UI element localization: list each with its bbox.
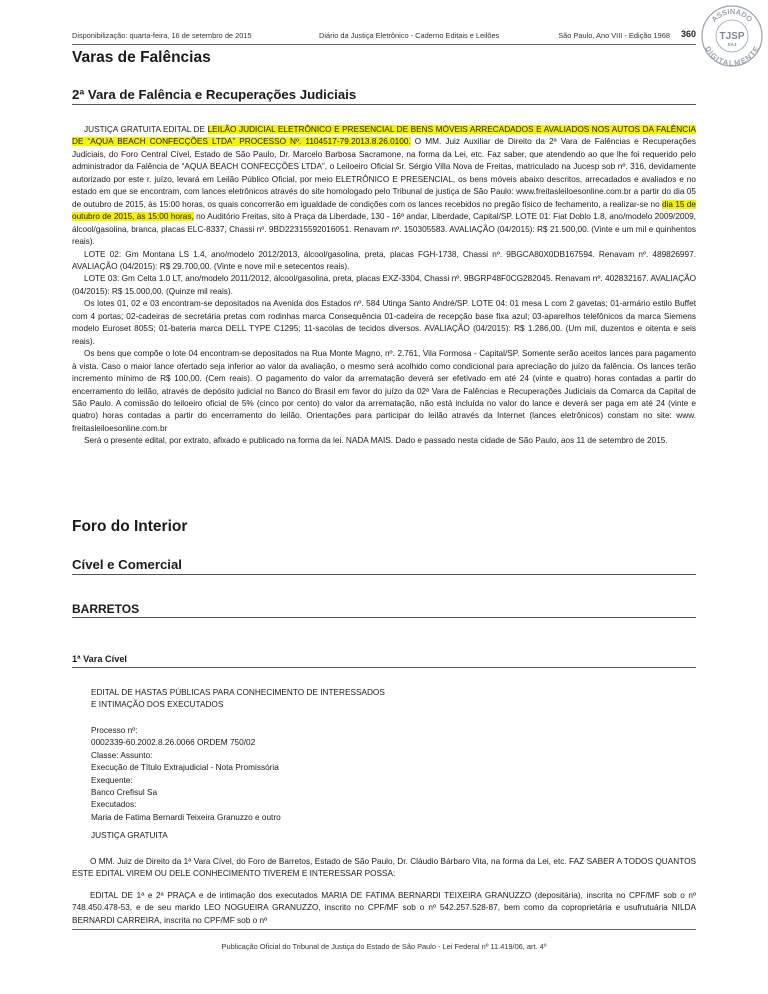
header-edition: São Paulo, Ano VIII - Edição 1968 — [558, 31, 670, 40]
page-number: 360 — [680, 29, 696, 39]
edital-heading-line: E INTIMAÇÃO DOS EXECUTADOS — [91, 700, 224, 710]
edital-heading-block — [91, 687, 691, 712]
header-rule — [72, 44, 696, 45]
subsection-rule — [72, 574, 696, 575]
process-info-line: 0002339-60.2002.8.26.0066 ORDEM 750/02 — [91, 738, 256, 748]
edital-paragraph: EDITAL DE 1ª e 2ª PRAÇA e de intimação dos executados MARIA DE FATIMA BERNARDI TEIXEIRA GRANUZZO (depositária), inscrita no CPF/MF sob o nº 748.450.478-53, e de seu marido LEO NOGUEIRA GRANUZZO, inscrito no CPF/MF sob o nº 542.257.528-87, bem como da coproprietária e usufrutuária NILDA BERNARDI CARREIRA, inscrita no CPF/MF sob o nº — [72, 890, 696, 925]
edital-paragraph: JUSTIÇA GRATUITA EDITAL DE LEILÃO JUDICIAL ELETRÔNICO E PRESENCIAL DE BENS MÓVEIS ARRECADADOS E AVALIADOS NOS AUTOS DA FALÊNCIA DE “AQUA BEACH CONFECÇÕES LTDA” PROCESSO Nº. 1104517-79.2013.8.26.0100. O MM. Juiz Auxiliar de Direito da 2ª Vara de Falências e Recuperações Judiciais, do Foro Central Cível, Estado de São Paulo, Dr. Marcelo Barbosa Sacramone, na forma da Lei, etc. Faz saber, que atendendo ao que lhe foi requerido pelo administrador da Falência de “AQUA BEACH CONFECÇÕES LTDA”, o Leiloeiro Oficial Sr. Sérgio Villa Nova de Freitas, matriculado na Jucesp sob nº. 316, devidamente autorizado por este r. juízo, levará em Leilão Público Oficial, por meio ELETRÔNICO E PRESENCIAL, os bens móveis abaixo descritos, arrecadados e avaliados e no estado em que se encontram, com lances eletrônicos através do site homologado pelo Tribunal de justiça de São Paulo: www.freitasleiloesonline.com.br a partir do dia 05 de outubro de 2015, às 15:00 horas, os quais concorrerão em igualdade de condições com os lances recebidos no pregão físico de fechamento, a realizar-se no dia 15 de outubro de 2015, às 15:00 horas, no Auditório Freitas, sito à Praça da Liberdade, 130 - 16º andar, Liberdade, Capital/SP. LOTE 01: Fiat Doblo 1.8, ano/modelo 2009/2009, álcool/gasolina, branca, placas ELC-8337, Chassi nº. 9BD22315592016051. Renavam nº. 150305583. AVALIAÇÃO (04/2015): R$ 21.500,00. (Vinte e um mil e quinhentos reais). — [72, 125, 697, 247]
page-header — [72, 28, 696, 44]
process-info-line: Banco Crefisul Sa — [91, 788, 158, 798]
process-info-block — [91, 725, 691, 824]
section-title-varas-falencias: Varas de Falências — [72, 49, 211, 66]
subsection-title-2a-vara: 2ª Vara de Falência e Recuperações Judiciais — [72, 87, 357, 102]
subsection-rule — [72, 104, 696, 105]
edital-barretos-text — [72, 856, 696, 927]
vara-rule — [72, 667, 696, 668]
header-journal: Diário da Justiça Eletrônico - Caderno Editais e Leilões — [319, 31, 500, 40]
process-info-line: Execução de Título Extrajudicial - Nota Promissória — [91, 763, 279, 773]
process-info-line: Processo nº: — [91, 726, 138, 735]
process-info-line: Exequente: — [91, 775, 133, 785]
process-info-line: Classe: Assunto: — [91, 750, 153, 760]
highlight-date: dia 15 de outubro de 2015, às 15:00 horas, — [72, 199, 696, 222]
svg-text:ASSINADO: ASSINADO — [709, 6, 755, 24]
edital-paragraph: Será o presente edital, por extrato, afixado e publicado na forma da lei. NADA MAIS. Dado e passado nesta cidade de São Paulo, aos 11 de setembro de 2015. — [84, 436, 668, 446]
header-date: Disponibilização: quarta-feira, 16 de setembro de 2015 — [72, 31, 252, 40]
comarca-title: BARRETOS — [72, 602, 140, 616]
process-info-line: Maria de Fatima Bernardi Teixeira Granuzzo e outro — [91, 812, 281, 822]
justica-gratuita-label: JUSTIÇA GRATUITA — [91, 831, 168, 840]
edital-heading-line: EDITAL DE HASTAS PÚBLICAS PARA CONHECIMENTO DE INTERESSADOS — [91, 688, 385, 697]
footer-rule — [72, 929, 696, 930]
vara-title: 1ª Vara Cível — [72, 654, 127, 664]
process-info-line: Executados: — [91, 800, 137, 810]
edital-paragraph: LOTE 02: Gm Montana LS 1.4, ano/modelo 2012/2013, álcool/gasolina, preta, placas FGH-1738, Chassi nº. 9BGCA80X0DB167594. Renavam nº. 489826997. AVALIAÇÃO (04/2015): R$ 29.700,00. (Vinte e nove mil e setecentos reais). — [72, 249, 696, 271]
edital-paragraph: LOTE 03: Gm Celta 1.0 LT, ano/modelo 2011/2012, álcool/gasolina, preta, placas EXZ-3304, Chassi nº. 9BGRP48F0CG282045. Renavam nº. 402832167. AVALIAÇÃO (04/2015): R$ 15.000,00. (Quinze mil reais). — [72, 274, 696, 296]
svg-text:SAJ: SAJ — [727, 42, 737, 47]
digital-signature-seal — [700, 4, 764, 68]
subsection-title-civel: Cível e Comercial — [72, 557, 182, 572]
svg-text:TJSP: TJSP — [719, 31, 745, 42]
edital-paragraph: Os lotes 01, 02 e 03 encontram-se depositados na Avenida dos Estados nº. 584 Utinga Santo André/SP. LOTE 04: 01 mesa L com 2 gavetas; 01-armário estilo Buffet com 4 portas; 02-cadeiras de secretária pretas com rodinhas marca Consequência 01-cadeira de recepção base fixa azul; 03-aparelhos telefônicos da marca Siemens modelo Euroset 805S; 01-bateria marca DELL TYPE C1295; 11-sacolas de tecidos diversos. AVALIAÇÃO (04/2015): R$ 1.286,00. (Um mil, duzentos e oitenta e seis reais). — [72, 299, 696, 346]
svg-text:DIGITALMENTE: DIGITALMENTE — [703, 44, 761, 68]
edital-paragraph: Os bens que compõe o lote 04 encontram-se depositados na Rua Monte Magno, nº. 2.761, Vila Formosa - Capital/SP. Somente serão aceitos lances para pagamento à vista. Caso o maior lance ofertado seja inferior ao valor da avaliação, o mesmo será acolhido como condicional para apreciação do juízo da falência. Os lances terão incremento mínimo de R$ 100,00. (Cem reais). O pagamento do valor da arrematação deverá ser efetivado em até 24 (vinte e quatro) horas contadas a partir do encerramento do leilão, através de depósito judicial no Banco do Brasil em favor do juízo da 02ª Vara de Falências e Recuperações Judiciais da Comarca da Capital de São Paulo. A comissão do leiloeiro oficial de 5% (cinco por cento) do valor da arrematação, não está incluída no valor do lance e deverá ser paga em até 24 (vinte e quatro) horas contadas a partir do encerramento do leilão. Orientações para participar do leilão através da Internet (lances eletrônicos) constam no site: www. freitasleiloesonline.com.br — [72, 349, 696, 433]
highlight-leilao: LEILÃO JUDICIAL ELETRÔNICO E PRESENCIAL DE BENS MÓVEIS ARRECADADOS E AVALIADOS NOS AUTOS DA FALÊNCIA DE “AQUA BEACH CONFECÇÕES LTDA” PROCESSO Nº. 1104517-79.2013.8.26.0100. — [72, 125, 697, 147]
page-footer: Publicação Oficial do Tribunal de Justiça do Estado de São Paulo - Lei Federal nº 11.419/06, art. 4º — [221, 942, 547, 951]
comarca-rule — [72, 617, 696, 618]
edital-paragraph: O MM. Juiz de Direito da 1ª Vara Cível, do Foro de Barretos, Estado de São Paulo, Dr. Cláudio Bárbaro Vita, na forma da Lei, etc. FAZ SABER A TODOS QUANTOS ESTE EDITAL VIREM OU DELE CONHECIMENTO TIVEREM E INTERESSAR POSSA: — [72, 857, 696, 879]
section-title-foro-interior: Foro do Interior — [72, 518, 188, 535]
edital-falencia-text — [72, 124, 696, 448]
